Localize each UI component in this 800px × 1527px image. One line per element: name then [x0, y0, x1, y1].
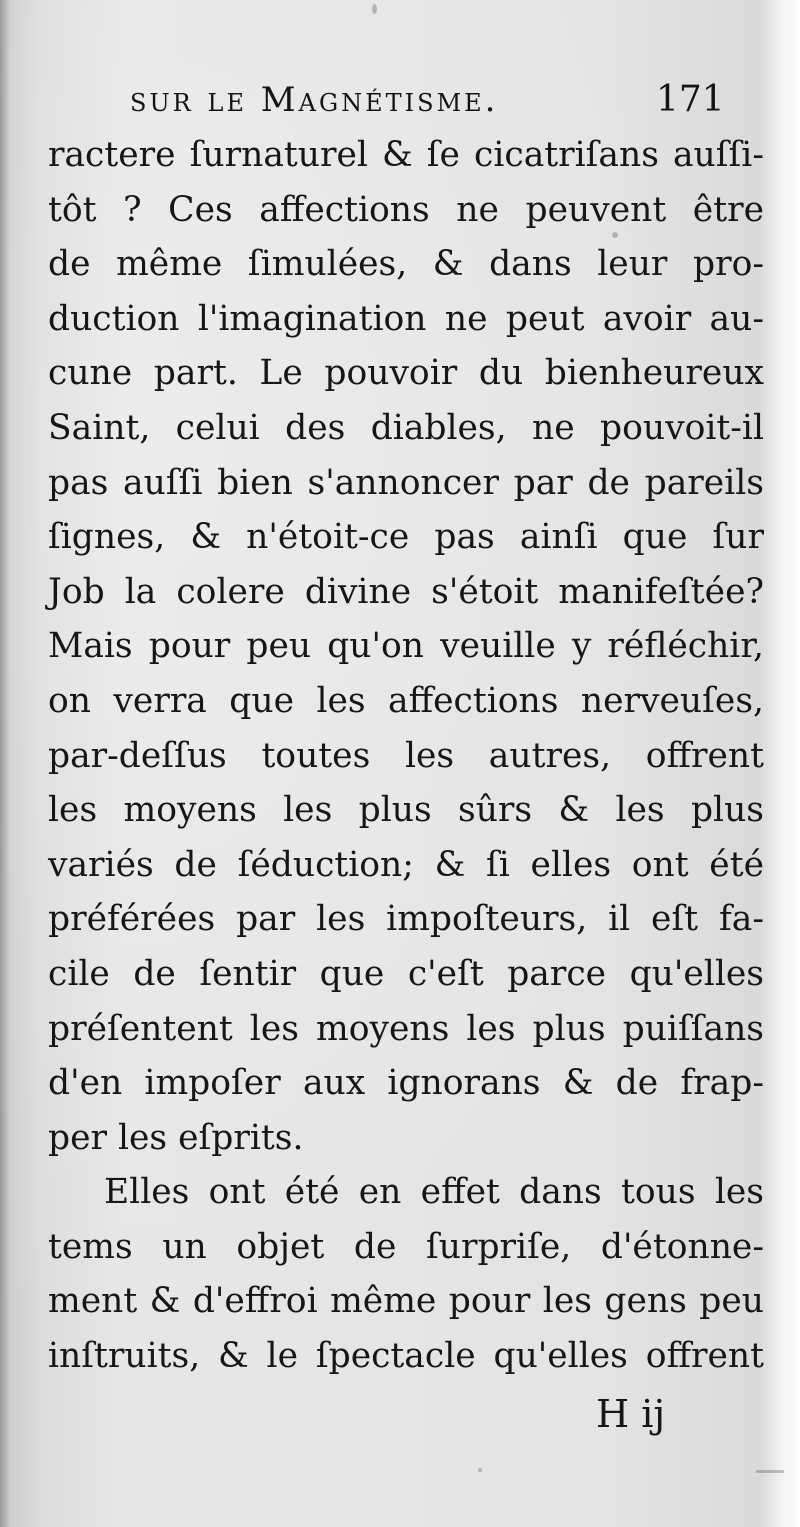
text-line: pas auſſi bien s'annoncer par de pareils: [48, 462, 764, 503]
text-line: cune part. Le pouvoir du bienheureux: [48, 353, 764, 394]
paper-speck: [372, 4, 377, 14]
text-line: on verra que les affections nerveuſes,: [48, 680, 764, 721]
text-line: cile de ſentir que c'eſt parce qu'elles: [48, 953, 764, 994]
text-line: tems un objet de ſurpriſe, d'étonne-: [48, 1226, 764, 1267]
paper-speck: [478, 1468, 482, 1472]
page-number: 171: [656, 79, 725, 120]
signature-mark: H ij: [596, 1392, 666, 1436]
text-line: ment & d'effroi même pour les gens peu: [48, 1281, 764, 1322]
text-line: ſignes, & n'étoit-ce pas ainſi que ſur: [48, 517, 764, 558]
text-line: les moyens les plus sûrs & les plus: [48, 790, 764, 831]
text-line: variés de ſéduction; & ſi elles ont été: [48, 844, 764, 885]
body-text: [48, 128, 764, 1384]
text-line: inſtruits, & le ſpectacle qu'elles offrent: [48, 1336, 764, 1377]
text-line: d'en impoſer aux ignorans & de frap-: [48, 1063, 764, 1104]
page-edge-highlight: [776, 0, 800, 1527]
page-gutter-shadow: [0, 0, 10, 1527]
text-line: préférées par les impoſteurs, il eſt fa-: [48, 899, 764, 940]
text-line: de même ſimulées, & dans leur pro-: [48, 244, 764, 285]
paper-speck: [756, 1470, 784, 1473]
text-line: préſentent les moyens les plus puiſſans: [48, 1008, 764, 1049]
text-line: tôt ? Ces affections ne peuvent être: [48, 189, 764, 230]
paragraph-end-line: per les eſprits.: [48, 1117, 304, 1158]
text-line: ractere ſurnaturel & ſe cicatriſans auſſi-: [48, 135, 764, 175]
text-line: par-deſſus toutes les autres, offrent: [48, 735, 764, 776]
text-line: duction l'imagination ne peut avoir au-: [48, 298, 764, 339]
text-line: Job la colere divine s'étoit manifeſtée?: [48, 571, 764, 612]
running-title: sur le Magnétisme.: [130, 80, 499, 120]
text-line: Saint, celui des diables, ne pouvoit-il: [48, 407, 764, 448]
paper-speck: [612, 232, 618, 238]
paragraph-start-line: Elles ont été en effet dans tous les: [104, 1172, 764, 1213]
text-line: Mais pour peu qu'on veuille y réfléchir,: [48, 626, 764, 667]
page-header: [0, 70, 800, 130]
